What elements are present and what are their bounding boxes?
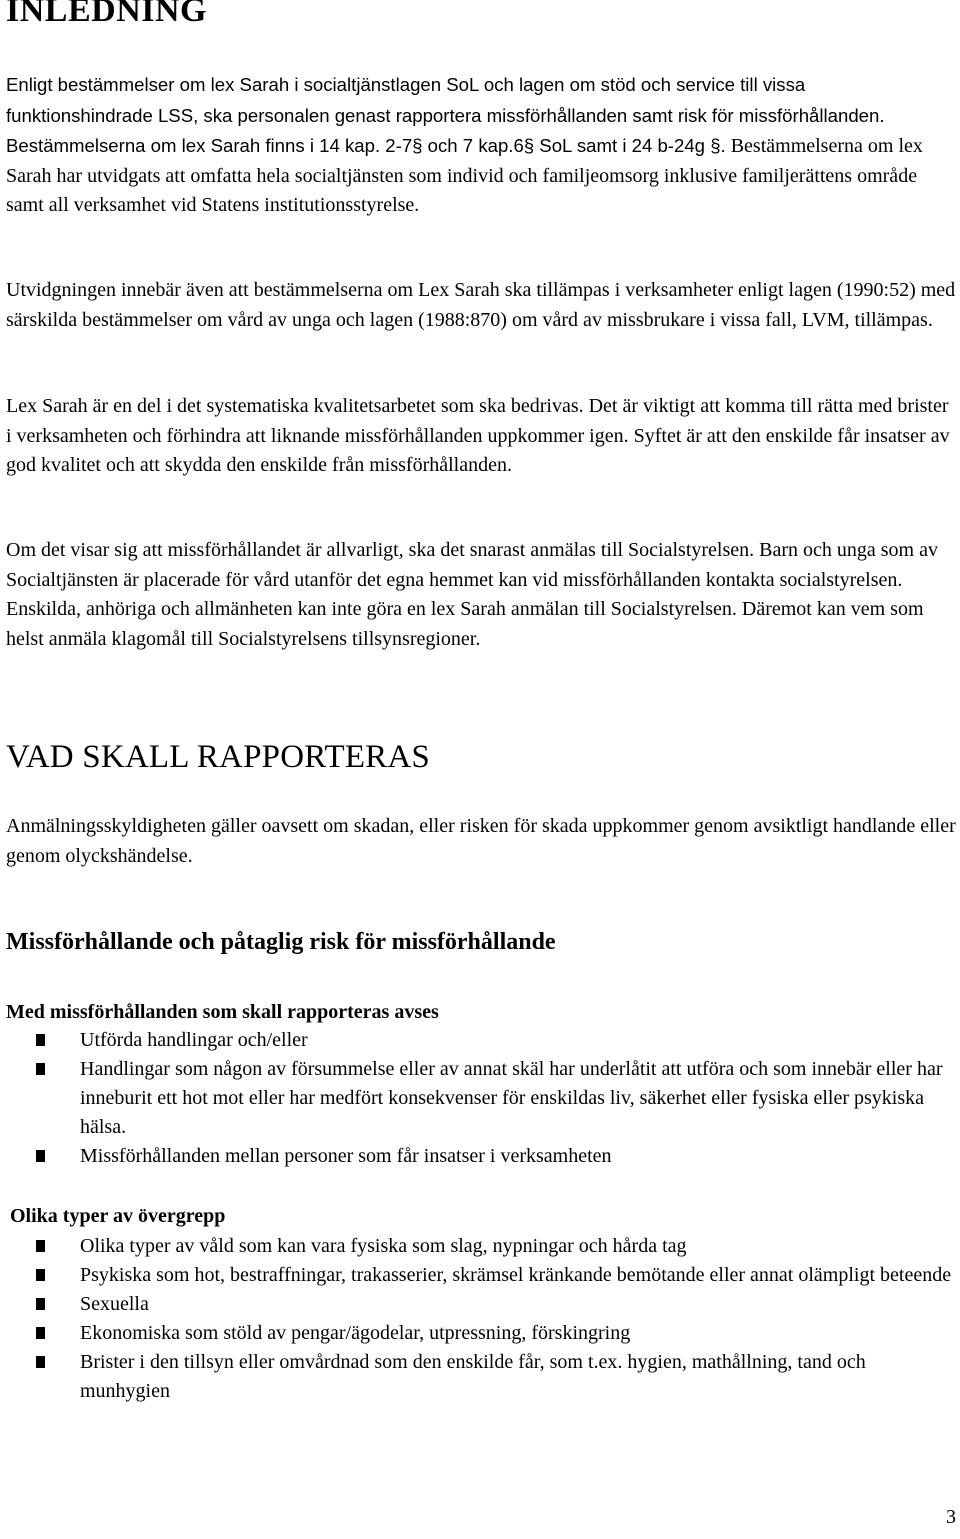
list-item: Sexuella [6,1290,956,1319]
list-item: Olika typer av våld som kan vara fysiska som slag, nypningar och hårda tag [6,1232,956,1261]
intro-paragraph-1-serif: Bestämmelserna om lex Sarah har utvidgats att omfatta hela socialtjänsten som individ och familjeomsorg inklusive familjerättens område samt all verksamhet vid Statens institutionsstyrelse. [6,135,923,216]
list-item: Handlingar som någon av försummelse eller av annat skäl har underlåtit att utföra och som innebär eller har inneburit ett hot mot eller har medfört konsekvenser för enskildas liv, säkerhet eller fysiska eller psykiska hälsa. [6,1055,956,1142]
square-bullet-icon [36,1063,45,1075]
overgrepp-list [6,1232,956,1406]
square-bullet-icon [36,1150,45,1162]
square-bullet-icon [36,1327,45,1339]
subsection-heading-missforhallande: Missförhållande och påtaglig risk för missförhållande [6,929,556,955]
intro-paragraph-3: Lex Sarah är en del i det systematiska kvalitetsarbetet som ska bedrivas. Det är viktigt att komma till rätta med brister i verksamheten och förhindra att liknande missförhållanden uppkommer igen. Syftet är att den enskilde får insatser av god kvalitet och att skydda den enskilde från missförhållanden. [6,395,950,476]
list-lead-overgrepp: Olika typer av övergrepp [10,1205,226,1227]
list-lead-missforhallanden: Med missförhållanden som skall rapporteras avses [6,1001,439,1023]
list-item: Brister i den tillsyn eller omvårdnad som den enskilde får, som t.ex. hygien, mathållning, tand och munhygien [6,1348,956,1406]
intro-paragraph-1 [6,70,956,221]
section-heading-vad-skall-rapporteras: VAD SKALL RAPPORTERAS [6,739,430,775]
page-title: INLEDNING [6,0,207,29]
list-item: Psykiska som hot, bestraffningar, trakasserier, skrämsel kränkande bemötande eller annat olämpligt beteende [6,1261,956,1290]
square-bullet-icon [36,1356,45,1368]
square-bullet-icon [36,1298,45,1310]
list-item: Missförhållanden mellan personer som får insatser i verksamheten [6,1142,956,1171]
intro-paragraph-2: Utvidgningen innebär även att bestämmelserna om Lex Sarah ska tillämpas i verksamheter enligt lagen (1990:52) med särskilda bestämmelser om vård av unga och lagen (1988:870) om vård av missbrukare i vissa fall, LVM, tillämpas. [6,279,956,331]
square-bullet-icon [36,1034,45,1046]
list-item: Utförda handlingar och/eller [6,1026,956,1055]
reporting-obligation-paragraph: Anmälningsskyldigheten gäller oavsett om skadan, eller risken för skada uppkommer genom avsiktligt handlande eller genom olyckshändelse. [6,815,956,867]
square-bullet-icon [36,1240,45,1252]
missforhallanden-list [6,1026,956,1171]
page-number: 3 [946,1506,956,1528]
square-bullet-icon [36,1269,45,1281]
intro-paragraph-4: Om det visar sig att missförhållandet är allvarligt, ska det snarast anmälas till Socialstyrelsen. Barn och unga som av Socialtjänsten är placerade för vård utanför det egna hemmet kan vid missförhållanden kontakta socialstyrelsen. Enskilda, anhöriga och allmänheten kan inte göra en lex Sarah anmälan till Socialstyrelsen. Däremot kan vem som helst anmäla klagomål till Socialstyrelsens tillsynsregioner. [6,539,938,650]
list-item: Ekonomiska som stöld av pengar/ägodelar, utpressning, förskingring [6,1319,956,1348]
intro-paragraph-1-sans: Enligt bestämmelser om lex Sarah i socialtjänstlagen SoL och lagen om stöd och service till vissa funktionshindrade LSS, ska personalen genast rapportera missförhållanden samt risk för missförhållanden. Bestämmelserna om lex Sarah finns i 14 kap. 2-7§ och 7 kap.6§ SoL samt i 24 b-24g §. [6,74,885,156]
